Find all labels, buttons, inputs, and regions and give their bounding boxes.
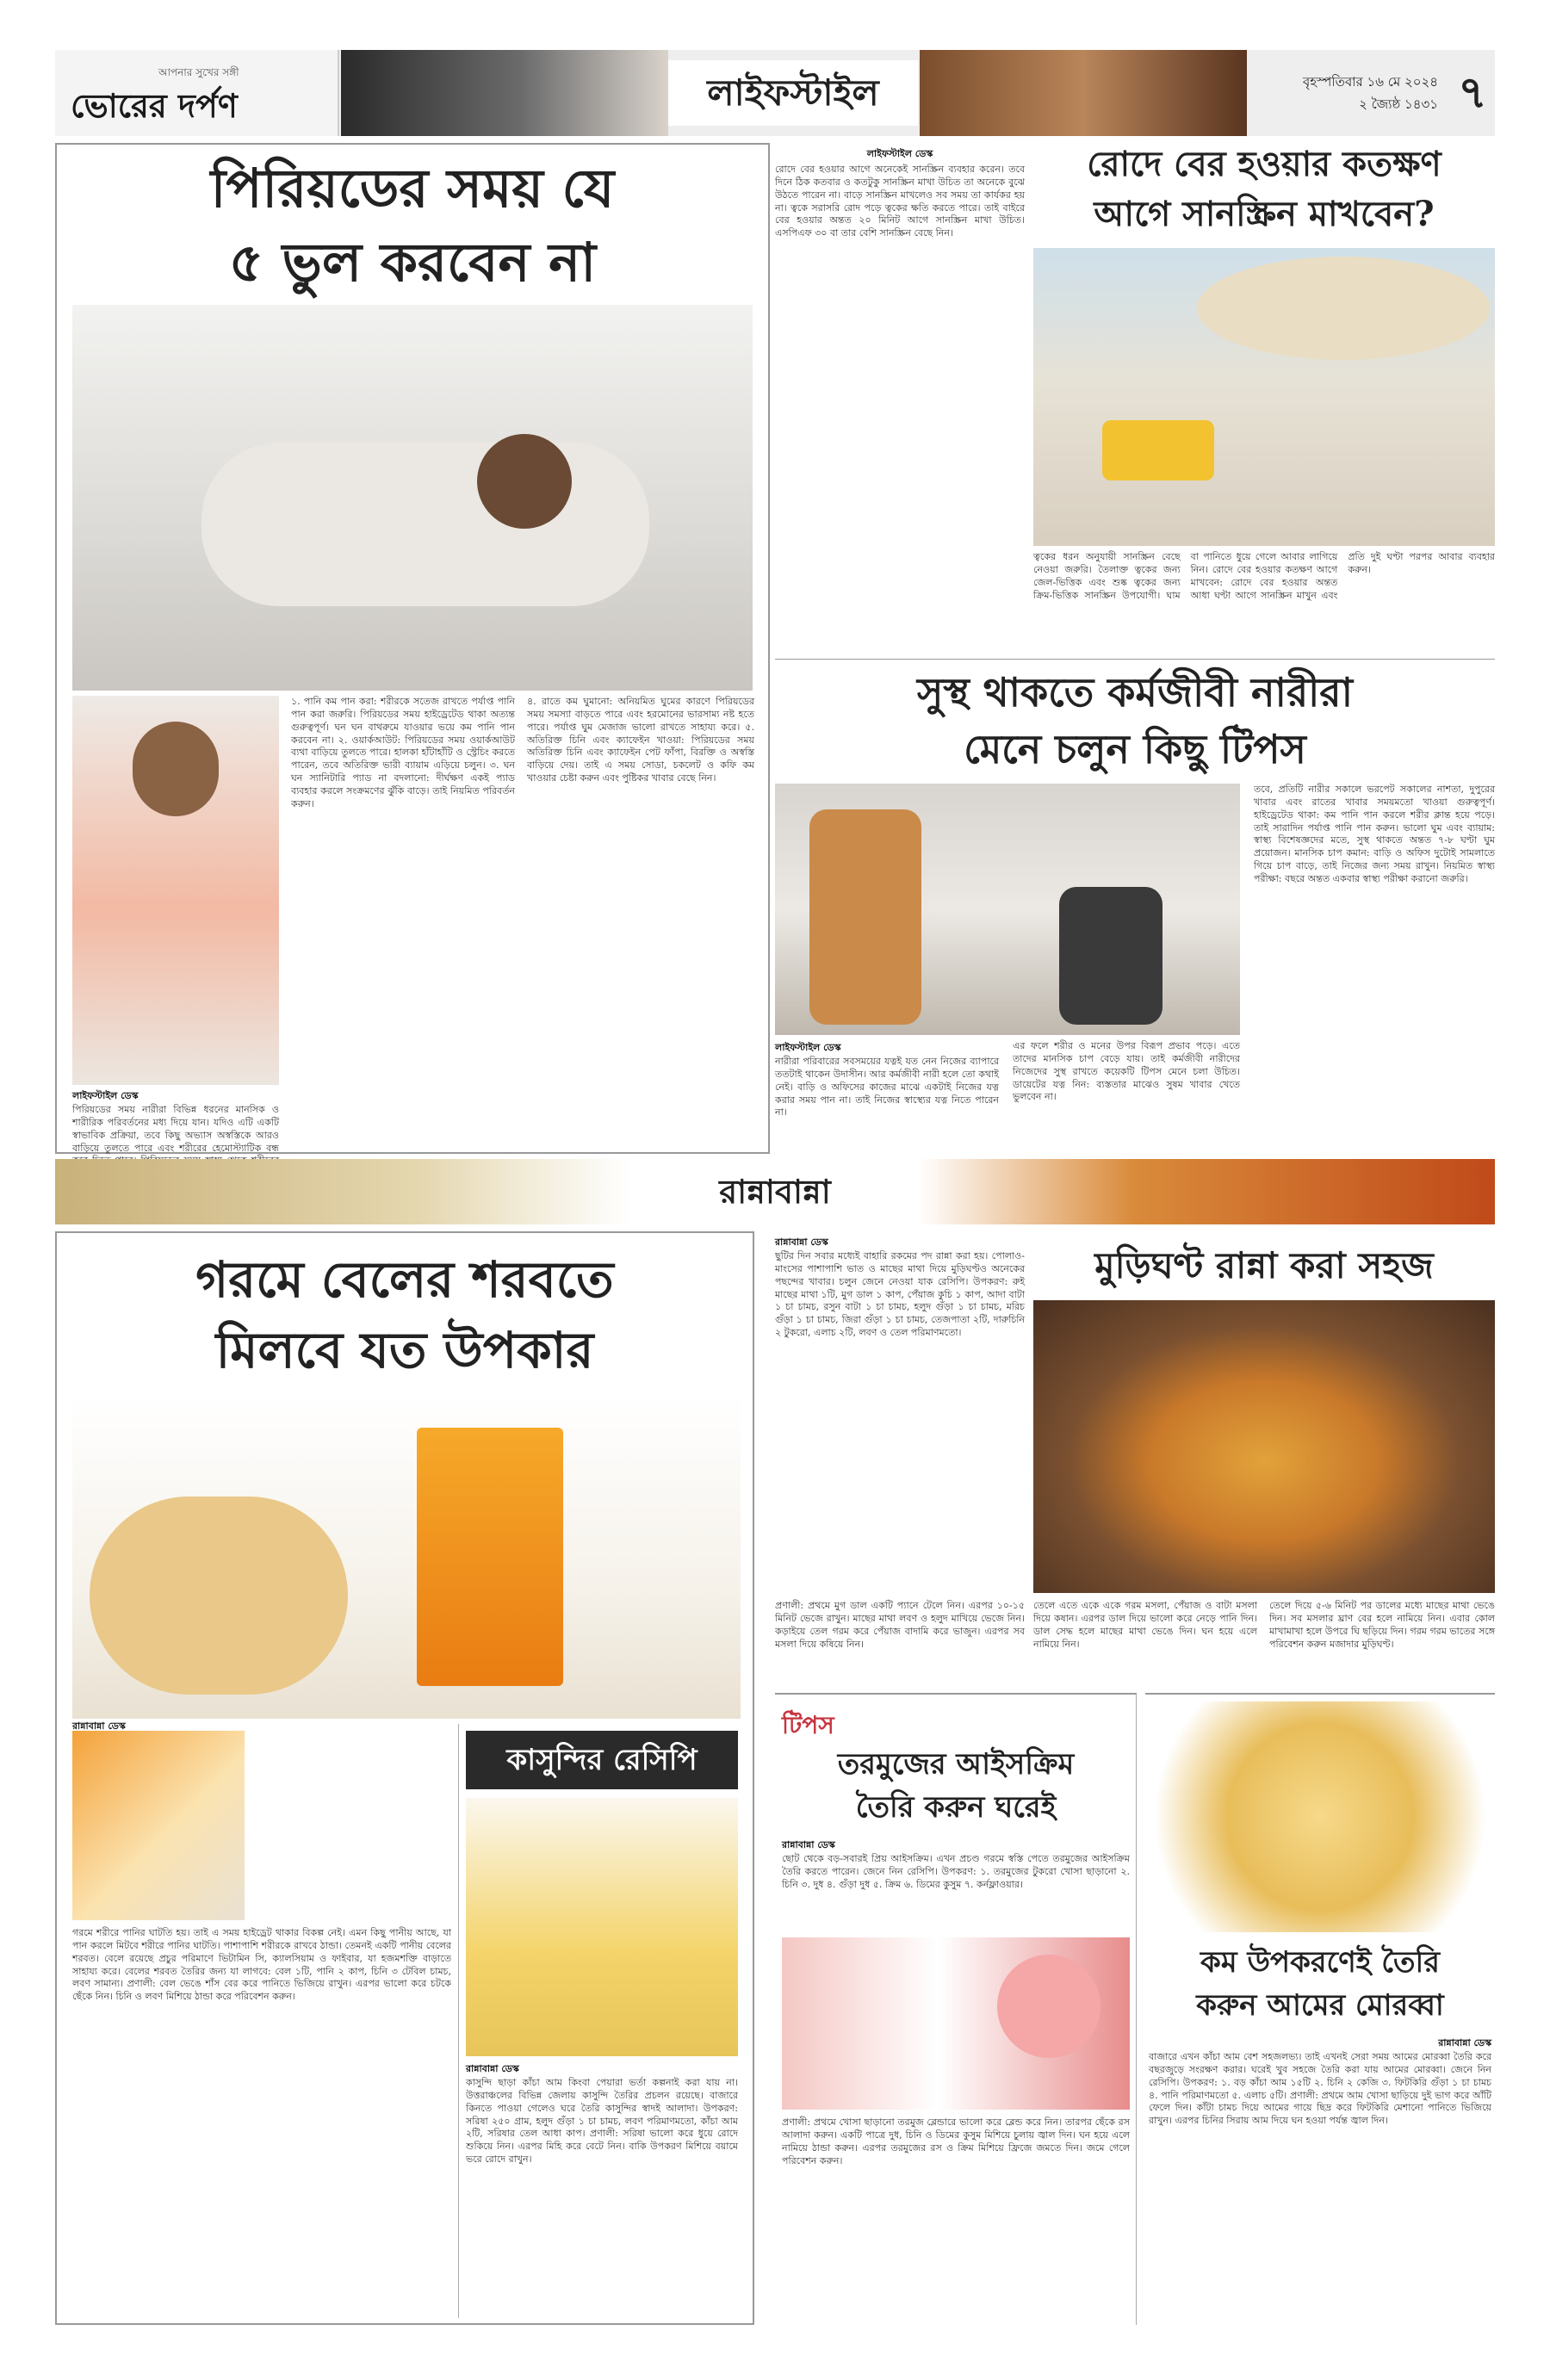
- brand-logo[interactable]: ভোরের দর্পণ: [71, 86, 238, 125]
- kasundi-box: [458, 1724, 742, 2318]
- article-body-left: নারীরা পরিবারের সবসময়ের যত্নই যত নেন নিজের ব্যাপারে ততটাই থাকেন উদাসীন। আর কর্মজীবী নারী হলে তো কথাই নেই। বাড়ি ও অফিসের কাজের মাঝে একটাই নিজের যত্ন করার সময় পান না। তাই নিজের স্বাস্থ্যের যত্ন নিতে পারেন না।: [775, 1056, 999, 1119]
- article-title: আগে সানস্ক্রিন মাখবেন?: [1094, 194, 1435, 234]
- article-mango: [1145, 1693, 1495, 2325]
- section-title: লাইফস্টাইল: [668, 60, 918, 126]
- photo-mango-murabba: [1149, 1701, 1491, 1932]
- section-banner-title: রান্নাবান্না: [689, 1162, 861, 1221]
- section-banner-cooking: [55, 1159, 1495, 1224]
- article-body-col2: ১. পানি কম পান করা: শরীরকে সতেজ রাখতে পর্যাপ্ত পানি পান করা জরুরি। পিরিয়ডের সময় হাইড্রেটেড থাকা অত্যন্ত গুরুত্বপূর্ণ। ঘন ঘন বাথরুমে যাওয়ার ভয়ে কম পানি পান করবেন না। ২. ওয়ার্কআউট: পিরিয়ডের সময় ওয়ার্কআউট ব্যথা বাড়িয়ে তুলতে পারে। হালকা হাঁটাহাঁটি ও স্ট্রেচিং করতে পারেন, তবে অতিরিক্ত ভারী ব্যায়াম এড়িয়ে চলুন। ৩. ঘন ঘন স্যানিটারি প্যাড না বদলানো: দীর্ঘক্ষণ একই প্যাড ব্যবহার করলে সংক্রমণের ঝুঁকি বাড়ে। তাই নিয়মিত পরিবর্তন করুন।: [291, 696, 515, 809]
- article-desk: রান্নাবান্না ডেস্ক: [72, 1720, 126, 1732]
- photo-hat: [1197, 257, 1490, 360]
- article-body-col3: তেলে এতে একে একে গরম মসলা, পেঁয়াজ ও বাটা মসলা দিয়ে কষান। এরপর ডাল দিয়ে ভালো করে নেড়ে পানি দিন। ডাল সেদ্ধ হলে মাছের মাথা ভেঙে দিন। ঘন হয়ে এলে নামিয়ে নিন।: [1033, 1600, 1257, 1650]
- article-muri: [775, 1231, 1495, 1679]
- photo-man: [809, 809, 921, 1025]
- article-body-side: [251, 1731, 451, 1920]
- article-body: কাসুন্দি ছাড়া কাঁচা আম কিংবা পেয়ারা ভর্তা কল্পনাই করা যায় না। উত্তরাঞ্চলের বিভিন্ন জেলায় কাসুন্দি তৈরির প্রচলন রয়েছে। বাজারে কিনতে পাওয়া গেলেও ঘরে তৈরি কাসুন্দির স্বাদই আলাদা। উপকরণ: সরিষা ২৫০ গ্রাম, হলুদ গুঁড়া ১ চা চামচ, লবণ পরিমাণমতো, কাঁচা আম ২টি, সরিষার তেল আধা কাপ। প্রণালী: সরিষা ভালো করে ধুয়ে রোদে শুকিয়ে নিন। এরপর মিহি করে বেটে নিন। বাকি উপকরণ মিশিয়ে বয়ামে ভরে রোদে রাখুন।: [466, 2077, 738, 2166]
- photo-cone: [997, 1955, 1100, 2058]
- photo-juice-glass: [417, 1428, 563, 1686]
- article-bael: [55, 1231, 754, 2325]
- article-intro: ছোট থেকে বড়-সবারই প্রিয় আইসক্রিম। এখন প্রচণ্ড গরমে স্বস্তি পেতে তরমুজের আইসক্রিম তৈরি করতে পারেন। জেনে নিন রেসিপি। উপকরণ: ১. তরমুজের টুকরো খোসা ছাড়ানো ২. চিনি ৩. দুধ ৪. গুঁড়া দুধ ৫. ক্রিম ৬. ডিমের কুসুম ৭. কর্নফ্লাওয়ার।: [782, 1853, 1130, 1890]
- photo-bottle: [1102, 420, 1214, 480]
- photo-ice-cream: [782, 1937, 1130, 2110]
- photo-head: [477, 434, 572, 529]
- photo-kasundi: [466, 1798, 738, 2056]
- header-photo-woman-hair: [341, 50, 668, 136]
- article-title: করুন আমের মোরব্বা: [1196, 1988, 1444, 2023]
- photo-woman-cramps: [72, 305, 753, 691]
- article-title: মিলবে যত উপকার: [215, 1321, 594, 1379]
- photo-bael-fruit: [90, 1497, 348, 1695]
- article-title: ৫ ভুল করবেন না: [228, 231, 597, 294]
- article-desk: লাইফস্টাইল ডেস্ক: [72, 1090, 139, 1101]
- header-date-bengali: ২ জ্যৈষ্ঠ ১৪৩১: [1359, 96, 1438, 112]
- article-body-col1: রোদে বের হওয়ার আগে অনেকেই সানস্ক্রিন ব্যবহার করেন। তবে দিনে ঠিক কতবার ও কতটুকু সানস্ক্রিন মাখা উচিত তা অনেকে বুঝে উঠতে পারেন না। বাড়ে সানস্ক্রিন মাখলেও সব সময় তা কার্যকর হয় না। ত্বকে সরাসরি রোদ পড়ে ত্বকের ক্ষতি করতে পারে। তাই বাইরে বের হওয়ার অন্তত ২০ মিনিট আগে সানস্ক্রিন মাখা উচিত। এসপিএফ ৩০ বা তার বেশি সানস্ক্রিন বেছে নিন।: [775, 164, 1025, 239]
- masthead: [55, 50, 1495, 136]
- article-body-col2: প্রণালী: প্রথমে মুগ ডাল একটি প্যানে টেলে নিন। এরপর ১০-১৫ মিনিট ভেজে রাখুন। মাছের মাথা লবণ ও হলুদ মাখিয়ে ভেজে নিন। কড়াইয়ে তেল গরম করে পেঁয়াজ বাদামি করে ভাজুন। এরপর সব মসলা দিয়ে কষিয়ে নিন।: [775, 1600, 1025, 1650]
- photo-bael-juice: [72, 1393, 741, 1719]
- article-body-col1: ছুটির দিন সবার মধ্যেই বাহারি রকমের পদ রান্না করা হয়। পোলাও-মাংসের পাশাপাশি ভাত ও মাছের মাথা দিয়ে মুড়িঘণ্টও অনেকের পছন্দের খাবার। চলুন জেনে নেওয়া যাক রেসিপি। উপকরণ: রুই মাছের মাথা ১টি, মুগ ডাল ১ কাপ, পেঁয়াজ কুচি ১ কাপ, আদা বাটা ১ চা চামচ, রসুন বাটা ১ চা চামচ, হলুদ গুঁড়া ১ চা চামচ, মরিচ গুঁড়া ১ চা চামচ, জিরা গুঁড়া ১ চা চামচ, তেজপাতা ২টি, দারুচিনি ২ টুকরো, এলাচ ২টি, লবণ ও তেল পরিমাণমতো।: [775, 1250, 1025, 1339]
- tips-tag: টিপস: [782, 1711, 834, 1739]
- article-title: সুস্থ থাকতে কর্মজীবী নারীরা: [917, 669, 1353, 716]
- article-title: গরমে বেলের শরবতে: [195, 1250, 614, 1309]
- photo-muri-ghonto: [1033, 1300, 1495, 1593]
- article-title: মুড়িঘণ্ট রান্না করা সহজ: [1094, 1244, 1434, 1286]
- article-body-col3: ৪. রাতে কম ঘুমানো: অনিয়মিত ঘুমের কারণে পিরিয়ডের সময় সমস্যা বাড়তে পারে এবং হরমোনের ভারসাম্য নষ্ট হতে পারে। পর্যাপ্ত ঘুম মেজাজ ভালো রাখতে সাহায্য করে। ৫. অতিরিক্ত চিনি এবং ক্যাফেইন খাওয়া: পিরিয়ডের সময় অতিরিক্ত চিনি এবং ক্যাফেইন পেট ফাঁপা, বিরক্তি ও অস্বস্তি বাড়িয়ে দেয়। তাই এ সময় সোডা, চকলেট ও কফি কম খাওয়ার চেষ্টা করুন এবং পুষ্টিকর খাবার বেছে নিন।: [527, 696, 754, 784]
- article-sunscreen: [775, 143, 1495, 660]
- photo-office: [775, 784, 1240, 1035]
- article-body-col2: ত্বকের ধরন অনুযায়ী সানস্ক্রিন বেছে নেওয়া জরুরি। তৈলাক্ত ত্বকের জন্য জেল-ভিত্তিক এবং শুষ্ক ত্বকের জন্য ক্রিম-ভিত্তিক সানস্ক্রিন উপযোগী। ঘাম বা পানিতে ধুয়ে গেলে আবার লাগিয়ে নিন। রোদে বের হওয়ার কতক্ষণ আগে মাখবেন: রোদে বের হওয়ার অন্তত আধা ঘণ্টা আগে সানস্ক্রিন মাখুন এবং প্রতি দুই ঘণ্টা পরপর আবার ব্যবহার করুন।: [1033, 551, 1495, 601]
- photo-silhouette: [202, 443, 649, 606]
- article-body: প্রণালী: প্রথমে খোসা ছাড়ানো তরমুজ ব্লেন্ডারে ভালো করে ব্লেন্ড করে নিন। তারপর ছেঁকে রস আলাদা করুন। একটি পাত্রে দুধ, চিনি ও ডিমের কুসুম মিশিয়ে চুলায় জ্বাল দিন। ঘন হয়ে এলে নামিয়ে ঠান্ডা করুন। এরপর তরমুজের রস ও ক্রিম মিশিয়ে ফ্রিজে জমতে দিন। জমে গেলে পরিবেশন করুন।: [782, 2117, 1130, 2166]
- article-title: কম উপকরণেই তৈরি: [1200, 1945, 1440, 1980]
- article-desk: রান্নাবান্না ডেস্ক: [782, 1839, 835, 1850]
- header-date: বৃহস্পতিবার ১৬ মে ২০২৪: [1302, 74, 1438, 90]
- photo-sunscreen-beach: [1033, 248, 1495, 546]
- article-periods: [55, 143, 770, 1154]
- photo-woman-pain: [72, 696, 279, 1085]
- article-body-right: তবে, প্রতিটি নারীর সকালে ভরপেট সকালের নাশতা, দুপুরের খাবার এবং রাতের খাবার সময়মতো খাওয়া গুরুত্বপূর্ণ। হাইড্রেটেড থাকা: কম পানি পান করলে শরীর ক্লান্ত হয়ে পড়ে। তাই সারাদিন পর্যাপ্ত পানি পান করুন। ভালো ঘুম এবং ব্যায়াম: স্বাস্থ্য বিশেষজ্ঞদের মতে, সুস্থ থাকতে অন্তত ৭-৮ ঘণ্টা ঘুম প্রয়োজন। মানসিক চাপ কমান: বাড়ি ও অফিস দুটোই সামলাতে গিয়ে চাপ বাড়ে, তাই নিজের জন্য সময় রাখুন। নিয়মিত স্বাস্থ্য পরীক্ষা: বছরে অন্তত একবার স্বাস্থ্য পরীক্ষা করানো জরুরি।: [1254, 784, 1495, 884]
- article-body-col4: তেলে দিয়ে ৫-৬ মিনিট পর ডালের মধ্যে মাছের মাথা ভেঙে দিন। সব মসলার ঘ্রাণ বের হলে নামিয়ে নিন। এবার কোল মাখামাখা হলে উপরে ঘি ছড়িয়ে দিন। গরম গরম ভাতের সঙ্গে পরিবেশন করুন মজাদার মুড়িঘণ্ট।: [1269, 1600, 1495, 1650]
- article-desk: লাইফস্টাইল ডেস্ক: [866, 148, 933, 159]
- article-title: তৈরি করুন ঘরেই: [855, 1790, 1057, 1825]
- article-working-women: [775, 668, 1495, 1154]
- article-desk: রান্নাবান্না ডেস্ক: [1438, 2037, 1491, 2048]
- article-ice-cream: [775, 1693, 1137, 2325]
- photo-bael-glasses: [72, 1731, 245, 1920]
- article-desk: রান্নাবান্না ডেস্ক: [466, 2063, 519, 2074]
- brand-block: [55, 50, 339, 136]
- article-body: গরমে শরীরে পানির ঘাটতি হয়। তাই এ সময় হাইড্রেট থাকার বিকল্প নেই। এমন কিছু পানীয় আছে, যা পান করলে মিটবে শরীরে পানির ঘাটতি। পাশাপাশি শরীরকে রাখবে ঠান্ডা। তেমনই একটি পানীয় বেলের শরবত। বেলে রয়েছে প্রচুর পরিমাণে ভিটামিন সি, ক্যালসিয়াম ও ফাইবার, যা হজমশক্তি বাড়াতে সাহায্য করে। বেলের শরবত তৈরির জন্য যা লাগবে: বেল ১টি, পানি ২ কাপ, চিনি ৩ টেবিল চামচ, লবণ সামান্য। প্রণালী: বেল ভেঙে শাঁস বের করে পানিতে ভিজিয়ে রাখুন। এরপর ভালো করে চটকে ছেঁকে নিন। চিনি ও লবণ মিশিয়ে ঠান্ডা করে পরিবেশন করুন।: [72, 1927, 451, 2003]
- kasundi-title: কাসুন্দির রেসিপি: [466, 1731, 738, 1789]
- header-photo-spa: [920, 50, 1247, 136]
- article-title: তরমুজের আইসক্রিম: [837, 1747, 1075, 1782]
- brand-tagline: আপনার সুখের সঙ্গী: [158, 66, 239, 78]
- article-body: বাজারে এখন কাঁচা আম বেশ সহজলভ্য। তাই এখনই সেরা সময় আমের মোরব্বা তৈরি করে বছরজুড়ে সংরক্ষণ করার। ঘরেই খুব সহজে তৈরি করা যায় আমের মোরব্বা। জেনে নিন রেসিপি। উপকরণ: ১. বড় কাঁচা আম ১৫টি ২. চিনি ২ কেজি ৩. ফিটকিরি গুঁড়া ১ চা চামচ ৪. পানি পরিমাণমতো ৫. এলাচ ৫টি। প্রণালী: প্রথমে আম খোসা ছাড়িয়ে দুই ভাগ করে আঁটি ফেলে দিন। কাঁটা চামচ দিয়ে আমের গায়ে ছিদ্র করে ফিটকিরি মেশানো পানিতে ভিজিয়ে রাখুন। এরপর চিনির সিরায় আম দিয়ে ঘন হওয়া পর্যন্ত জ্বাল দিন।: [1149, 2051, 1491, 2127]
- page-number: ৭: [1458, 67, 1487, 119]
- article-body-mid: এর ফলে শরীর ও মনের উপর বিরূপ প্রভাব পড়ে। এতে তাদের মানসিক চাপ বেড়ে যায়। তাই কর্মজীবী নারীদের নিজেদের সুস্থ রাখতে কয়েকটি টিপস মেনে চলা উচিত। ডায়েটের যত্ন নিন: ব্যস্ততার মাঝেও সুষম খাবার খেতে ভুলবেন না।: [1013, 1040, 1240, 1103]
- article-title: মেনে চলুন কিছু টিপস: [964, 726, 1306, 772]
- article-title: রোদে বের হওয়ার কতক্ষণ: [1087, 144, 1442, 184]
- article-title: পিরিয়ডের সময় যে: [210, 157, 615, 220]
- photo-figure: [133, 722, 219, 816]
- article-desk: লাইফস্টাইল ডেস্ক: [775, 1042, 841, 1053]
- article-desk: রান্নাবান্না ডেস্ক: [775, 1236, 828, 1248]
- photo-woman: [1059, 887, 1162, 1025]
- article-body-col1: পিরিয়ডের সময় নারীরা বিভিন্ন ধরনের মানসিক ও শারীরিক পরিবর্তনের মধ্য দিয়ে যান। যদিও এটি একটি স্বাভাবিক প্রক্রিয়া, তবে কিছু অভ্যাস অস্বস্তিকে আরও বাড়িয়ে তুলতে পারে এবং শরীরের হেমোস্ট্যাটিক বন্ধ: [72, 1104, 279, 1154]
